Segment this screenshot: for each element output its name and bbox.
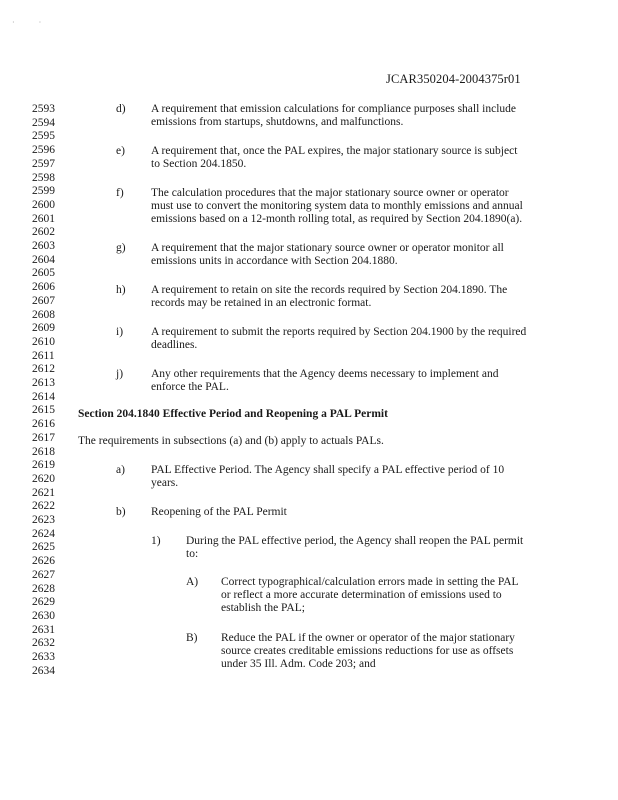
item-i-line-2: deadlines.	[151, 339, 198, 351]
line-number: 2604	[32, 253, 55, 266]
item-h-line-2: records may be retained in an electronic format.	[151, 297, 372, 309]
item-g-line-2: emissions units in accordance with Section 204.1880.	[151, 255, 398, 267]
item-i-line-1: A requirement to submit the reports required by Section 204.1900 by the required	[151, 326, 527, 338]
line-number: 2621	[32, 486, 55, 499]
section-heading: Section 204.1840 Effective Period and Reopening a PAL Permit	[78, 408, 388, 420]
line-number: 2607	[32, 294, 55, 307]
line-number: 2629	[32, 596, 55, 609]
item-d-line-1: A requirement that emission calculations for compliance purposes shall include	[151, 103, 517, 115]
section-intro: The requirements in subsections (a) and (b) apply to actuals PALs.	[78, 435, 384, 447]
line-number: 2596	[32, 144, 55, 157]
line-number: 2601	[32, 212, 55, 225]
subparagraph-A-line-1: Correct typographical/calculation errors made in setting the PAL	[221, 576, 519, 588]
line-number: 2631	[32, 623, 55, 636]
item-f-line-2: must use to convert the monitoring system data to monthly emissions and annual	[151, 200, 523, 212]
line-number: 2630	[32, 609, 55, 622]
item-h-label: h)	[116, 284, 126, 296]
line-number: 2613	[32, 377, 55, 389]
subsection-a-line-2: years.	[151, 477, 179, 489]
line-number: 2626	[32, 555, 55, 568]
line-number: 2619	[32, 459, 55, 472]
line-number: 2612	[32, 363, 55, 376]
item-e-line-2: to Section 204.1850.	[151, 158, 247, 170]
item-g-label: g)	[116, 242, 126, 254]
line-number: 2599	[32, 185, 55, 198]
item-e-line-1: A requirement that, once the PAL expires, the major stationary source is subject	[151, 145, 518, 157]
line-number: 2598	[32, 171, 55, 184]
item-f-line-3: emissions based on a 12-month rolling total, as required by Section 204.1890(a).	[151, 213, 523, 225]
subsection-a-label: a)	[116, 464, 125, 476]
item-g-line-1: A requirement that the major stationary source owner or operator monitor all	[151, 242, 504, 254]
item-d-label: d)	[116, 103, 126, 115]
line-number: 2622	[32, 500, 55, 513]
line-number: 2634	[32, 664, 55, 677]
scan-specks: · ·	[0, 18, 42, 27]
line-number: 2593	[32, 103, 55, 115]
line-number: 2609	[32, 322, 55, 335]
paragraph-1-label: 1)	[151, 535, 161, 547]
subparagraph-B-label: B)	[186, 632, 198, 644]
paragraph-1-line-1: During the PAL effective period, the Agency shall reopen the PAL permit	[186, 535, 524, 547]
line-number: 2615	[32, 404, 55, 417]
line-number: 2605	[32, 267, 55, 280]
line-number: 2623	[32, 514, 55, 526]
line-number: 2627	[32, 568, 55, 581]
subparagraph-B-line-3: under 35 Ill. Adm. Code 203; and	[221, 658, 376, 670]
line-number: 2606	[32, 281, 55, 294]
line-number: 2614	[32, 390, 55, 403]
item-e-label: e)	[116, 145, 125, 157]
line-number: 2617	[32, 431, 55, 444]
item-f-label: f)	[116, 187, 124, 199]
line-number: 2602	[32, 226, 55, 239]
line-number: 2600	[32, 198, 55, 211]
item-j-line-2: enforce the PAL.	[151, 381, 229, 393]
document-id: JCAR350204-2004375r01	[386, 72, 521, 86]
line-number: 2618	[32, 445, 55, 458]
line-number: 2628	[32, 582, 55, 595]
line-number: 2632	[32, 637, 55, 650]
subsection-b-label: b)	[116, 506, 126, 518]
item-j-line-1: Any other requirements that the Agency deems necessary to implement and	[151, 368, 499, 380]
line-number: 2625	[32, 541, 55, 554]
item-i-label: i)	[116, 326, 124, 338]
line-number: 2597	[32, 157, 55, 170]
paragraph-1-line-2: to:	[186, 548, 199, 560]
subparagraph-A-line-2: or reflect a more accurate determination of emissions used to	[221, 589, 502, 601]
item-d-line-2: emissions from startups, shutdowns, and malfunctions.	[151, 116, 404, 128]
subsection-a-line-1: PAL Effective Period. The Agency shall specify a PAL effective period of 10	[151, 464, 505, 476]
line-number: 2594	[32, 116, 55, 129]
line-number: 2620	[32, 472, 55, 485]
line-number: 2633	[32, 651, 55, 663]
line-number: 2603	[32, 240, 55, 252]
line-number: 2611	[32, 349, 55, 362]
line-number: 2595	[32, 130, 55, 143]
subparagraph-A-label: A)	[186, 576, 199, 588]
line-number: 2624	[32, 527, 55, 540]
line-number: 2608	[32, 308, 55, 321]
subparagraph-A-line-3: establish the PAL;	[221, 602, 305, 614]
item-j-label: j)	[116, 368, 124, 380]
line-number: 2610	[32, 335, 55, 348]
subparagraph-B-line-2: source creates creditable emissions reductions for use as offsets	[221, 645, 514, 657]
item-h-line-1: A requirement to retain on site the records required by Section 204.1890. The	[151, 284, 508, 296]
item-f-line-1: The calculation procedures that the major stationary source owner or operator	[151, 187, 509, 199]
subsection-b-text: Reopening of the PAL Permit	[151, 506, 287, 518]
line-number: 2616	[32, 418, 55, 431]
subparagraph-B-line-1: Reduce the PAL if the owner or operator of the major stationary	[221, 632, 515, 644]
